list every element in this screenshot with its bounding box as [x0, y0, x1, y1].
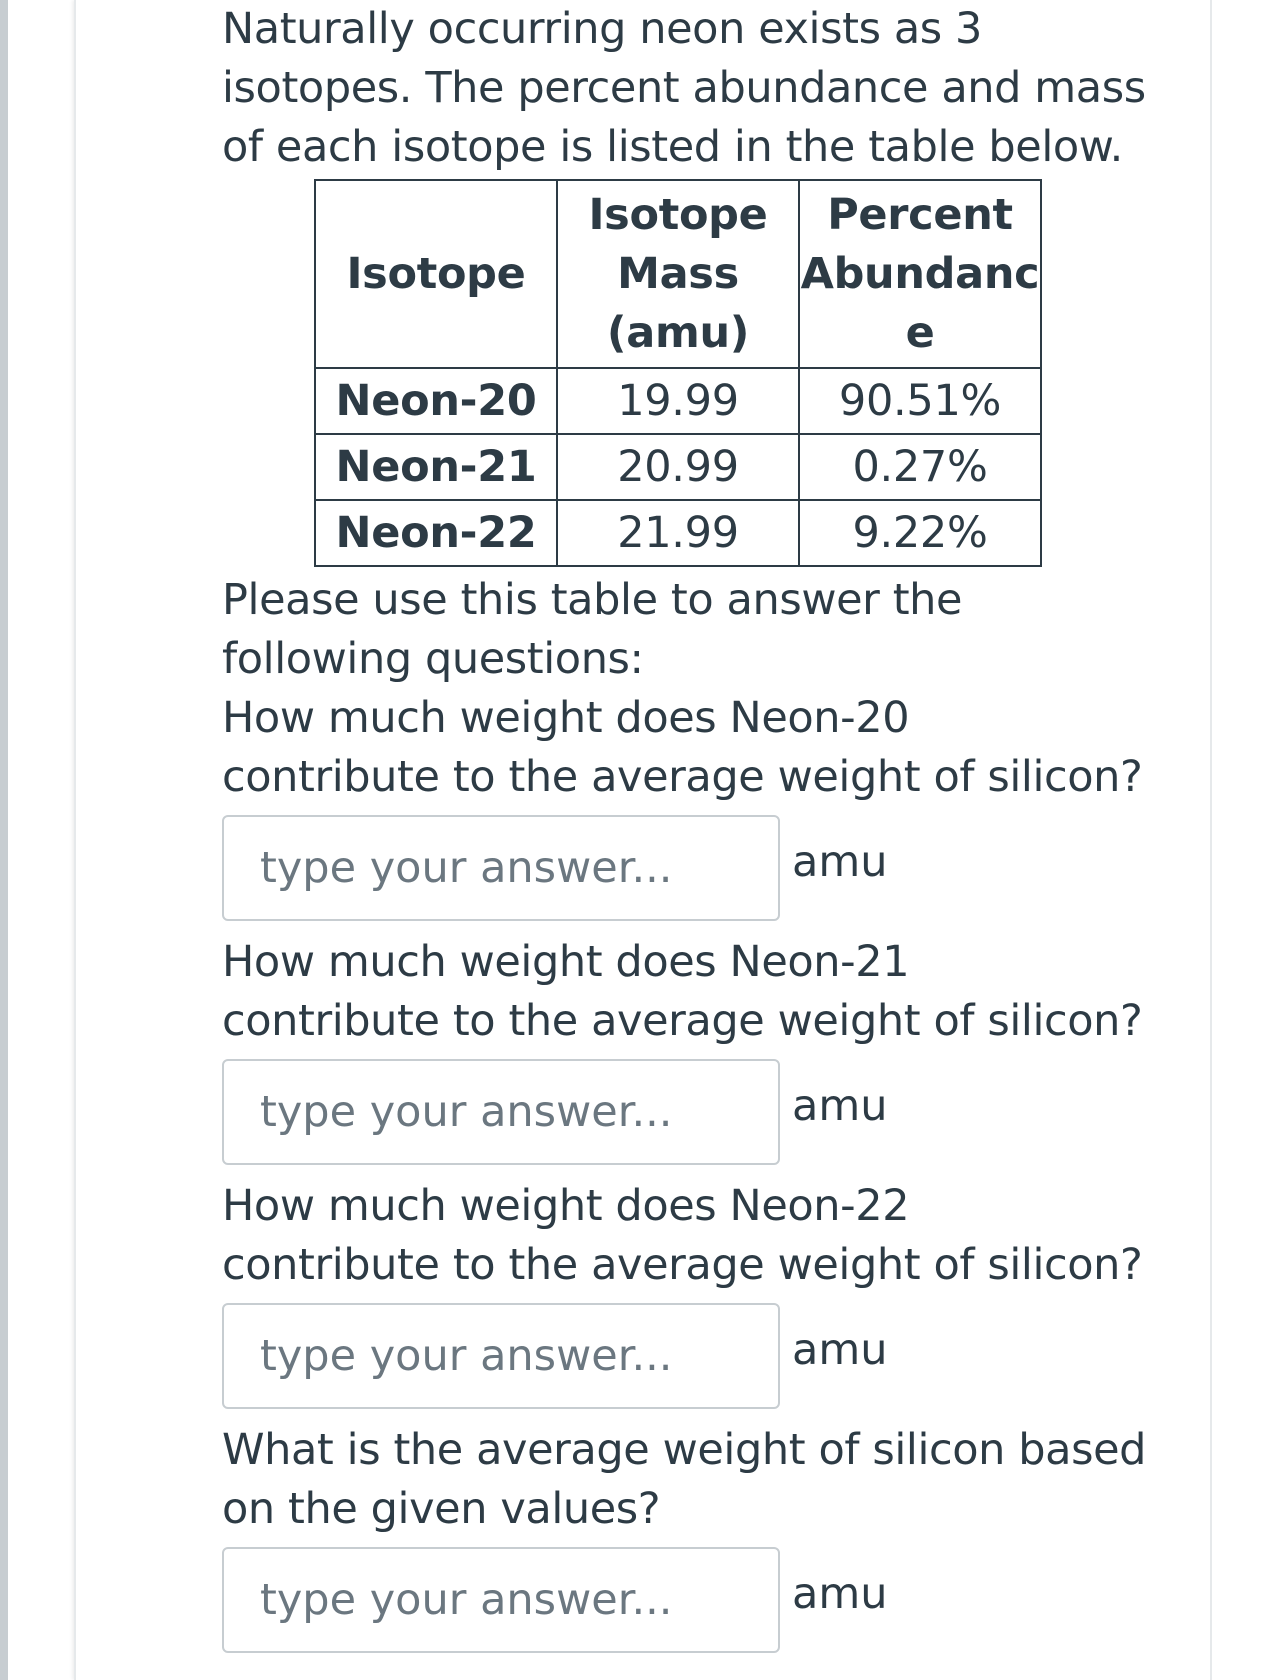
question-line: on the given values? [222, 1484, 661, 1534]
question-line: How much weight does Neon-22 [222, 1181, 910, 1231]
cell-mass: 21.99 [557, 500, 799, 566]
answer-row [222, 1547, 1152, 1653]
cell-abundance: 9.22% [799, 500, 1041, 566]
table-row [315, 434, 1041, 500]
unit-label: amu [792, 1569, 888, 1619]
table-row [315, 368, 1041, 434]
answer-input-neon-20[interactable] [222, 815, 780, 921]
instructions-line: Please use this table to answer the [222, 575, 963, 625]
question-line: How much weight does Neon-21 [222, 937, 910, 987]
question-line: contribute to the average weight of silicon? [222, 996, 1143, 1046]
table-header-row [315, 180, 1041, 368]
cell-isotope: Neon-22 [315, 500, 557, 566]
answer-row [222, 1303, 1152, 1409]
question-neon-20 [222, 689, 1152, 921]
intro-line: Naturally occurring neon exists as 3 [222, 4, 983, 54]
cell-abundance: 0.27% [799, 434, 1041, 500]
answer-row [222, 815, 1152, 921]
quiz-content [222, 0, 1152, 1665]
unit-label: amu [792, 837, 888, 887]
header-mass-line: (amu) [606, 307, 750, 358]
header-abundance-line: e [905, 307, 935, 358]
question-line: contribute to the average weight of silicon? [222, 1240, 1143, 1290]
unit-label: amu [792, 1081, 888, 1131]
question-line: How much weight does Neon-20 [222, 693, 910, 743]
header-mass [557, 180, 799, 368]
answer-input-neon-21[interactable] [222, 1059, 780, 1165]
unit-label: amu [792, 1325, 888, 1375]
cell-mass: 19.99 [557, 368, 799, 434]
question-neon-22 [222, 1177, 1152, 1409]
cell-abundance: 90.51% [799, 368, 1041, 434]
cell-mass: 20.99 [557, 434, 799, 500]
answer-input-neon-22[interactable] [222, 1303, 780, 1409]
intro-line: of each isotope is listed in the table below. [222, 122, 1123, 172]
cell-isotope: Neon-21 [315, 434, 557, 500]
header-mass-line: Mass [617, 248, 739, 299]
header-abundance-line: Percent [827, 189, 1013, 240]
header-abundance [799, 180, 1041, 368]
header-isotope-label: Isotope [346, 248, 526, 299]
table-row [315, 500, 1041, 566]
question-line: contribute to the average weight of silicon? [222, 752, 1143, 802]
right-margin [1212, 0, 1284, 1680]
header-mass-line: Isotope [588, 189, 768, 240]
answer-row [222, 1059, 1152, 1165]
header-isotope [315, 180, 557, 368]
question-neon-21 [222, 933, 1152, 1165]
left-frame-edge [0, 0, 8, 1680]
answer-input-average[interactable] [222, 1547, 780, 1653]
question-average-weight [222, 1421, 1152, 1653]
intro-line: isotopes. The percent abundance and mass [222, 63, 1146, 113]
question-line: What is the average weight of silicon based [222, 1425, 1147, 1475]
intro-text [222, 0, 1152, 177]
cell-isotope: Neon-20 [315, 368, 557, 434]
instructions-line: following questions: [222, 634, 644, 684]
header-abundance-line: Abundanc [800, 248, 1040, 299]
instructions-text [222, 571, 1152, 689]
isotope-table [314, 179, 1042, 567]
